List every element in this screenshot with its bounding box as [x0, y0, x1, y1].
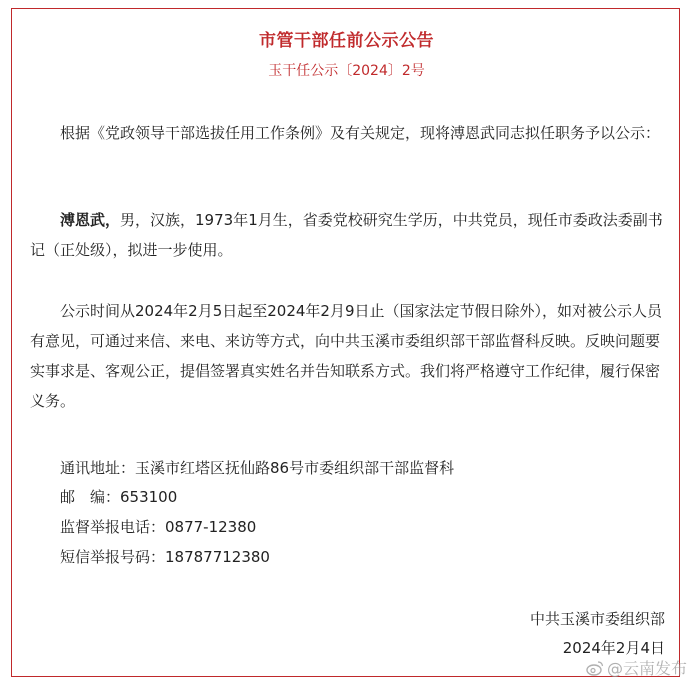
signature-org: 中共玉溪市委组织部: [529, 610, 665, 628]
intro-paragraph: [30, 118, 670, 148]
contact-postcode: 邮 编：653100: [60, 488, 178, 506]
signature-date: 2024年2月4日: [562, 639, 665, 657]
weibo-watermark: [586, 656, 687, 679]
contact-address: 通讯地址：玉溪市红塔区抚仙路86号市委组织部干部监督科: [60, 459, 455, 477]
intro-text: 根据《党政领导干部选拔任用工作条例》及有关规定，现将溥恩武同志拟任职务予以公示：: [60, 124, 661, 142]
weibo-logo-icon: [586, 660, 604, 676]
contact-phone: 监督举报电话：0877-12380: [60, 518, 257, 536]
notice-title: 市管干部任前公示公告: [259, 31, 434, 51]
watermark-text: @云南发布: [607, 659, 688, 678]
candidate-name: 溥恩武，: [60, 211, 121, 229]
contact-sms: 短信举报号码：18787712380: [60, 548, 270, 566]
candidate-details: 男，汉族，1973年1月生，省委党校研究生学历，中共党员，现任市委政法委副书记（正处级），拟进一步使用。: [30, 211, 663, 259]
candidate-paragraph: [30, 205, 670, 265]
notice-period-text: 公示时间从2024年2月5日起至2024年2月9日止（国家法定节假日除外），如对被公示人员有意见，可通过来信、来电、来访等方式，向中共玉溪市委组织部干部监督科反映。反映问题要实事求是、客观公正，提倡签署真实姓名并告知联系方式。我们将严格遵守工作纪律，履行保密义务。: [30, 302, 663, 410]
document-number: 玉干任公示〔2024〕2号: [268, 63, 425, 79]
notice-period-paragraph: [30, 296, 670, 416]
